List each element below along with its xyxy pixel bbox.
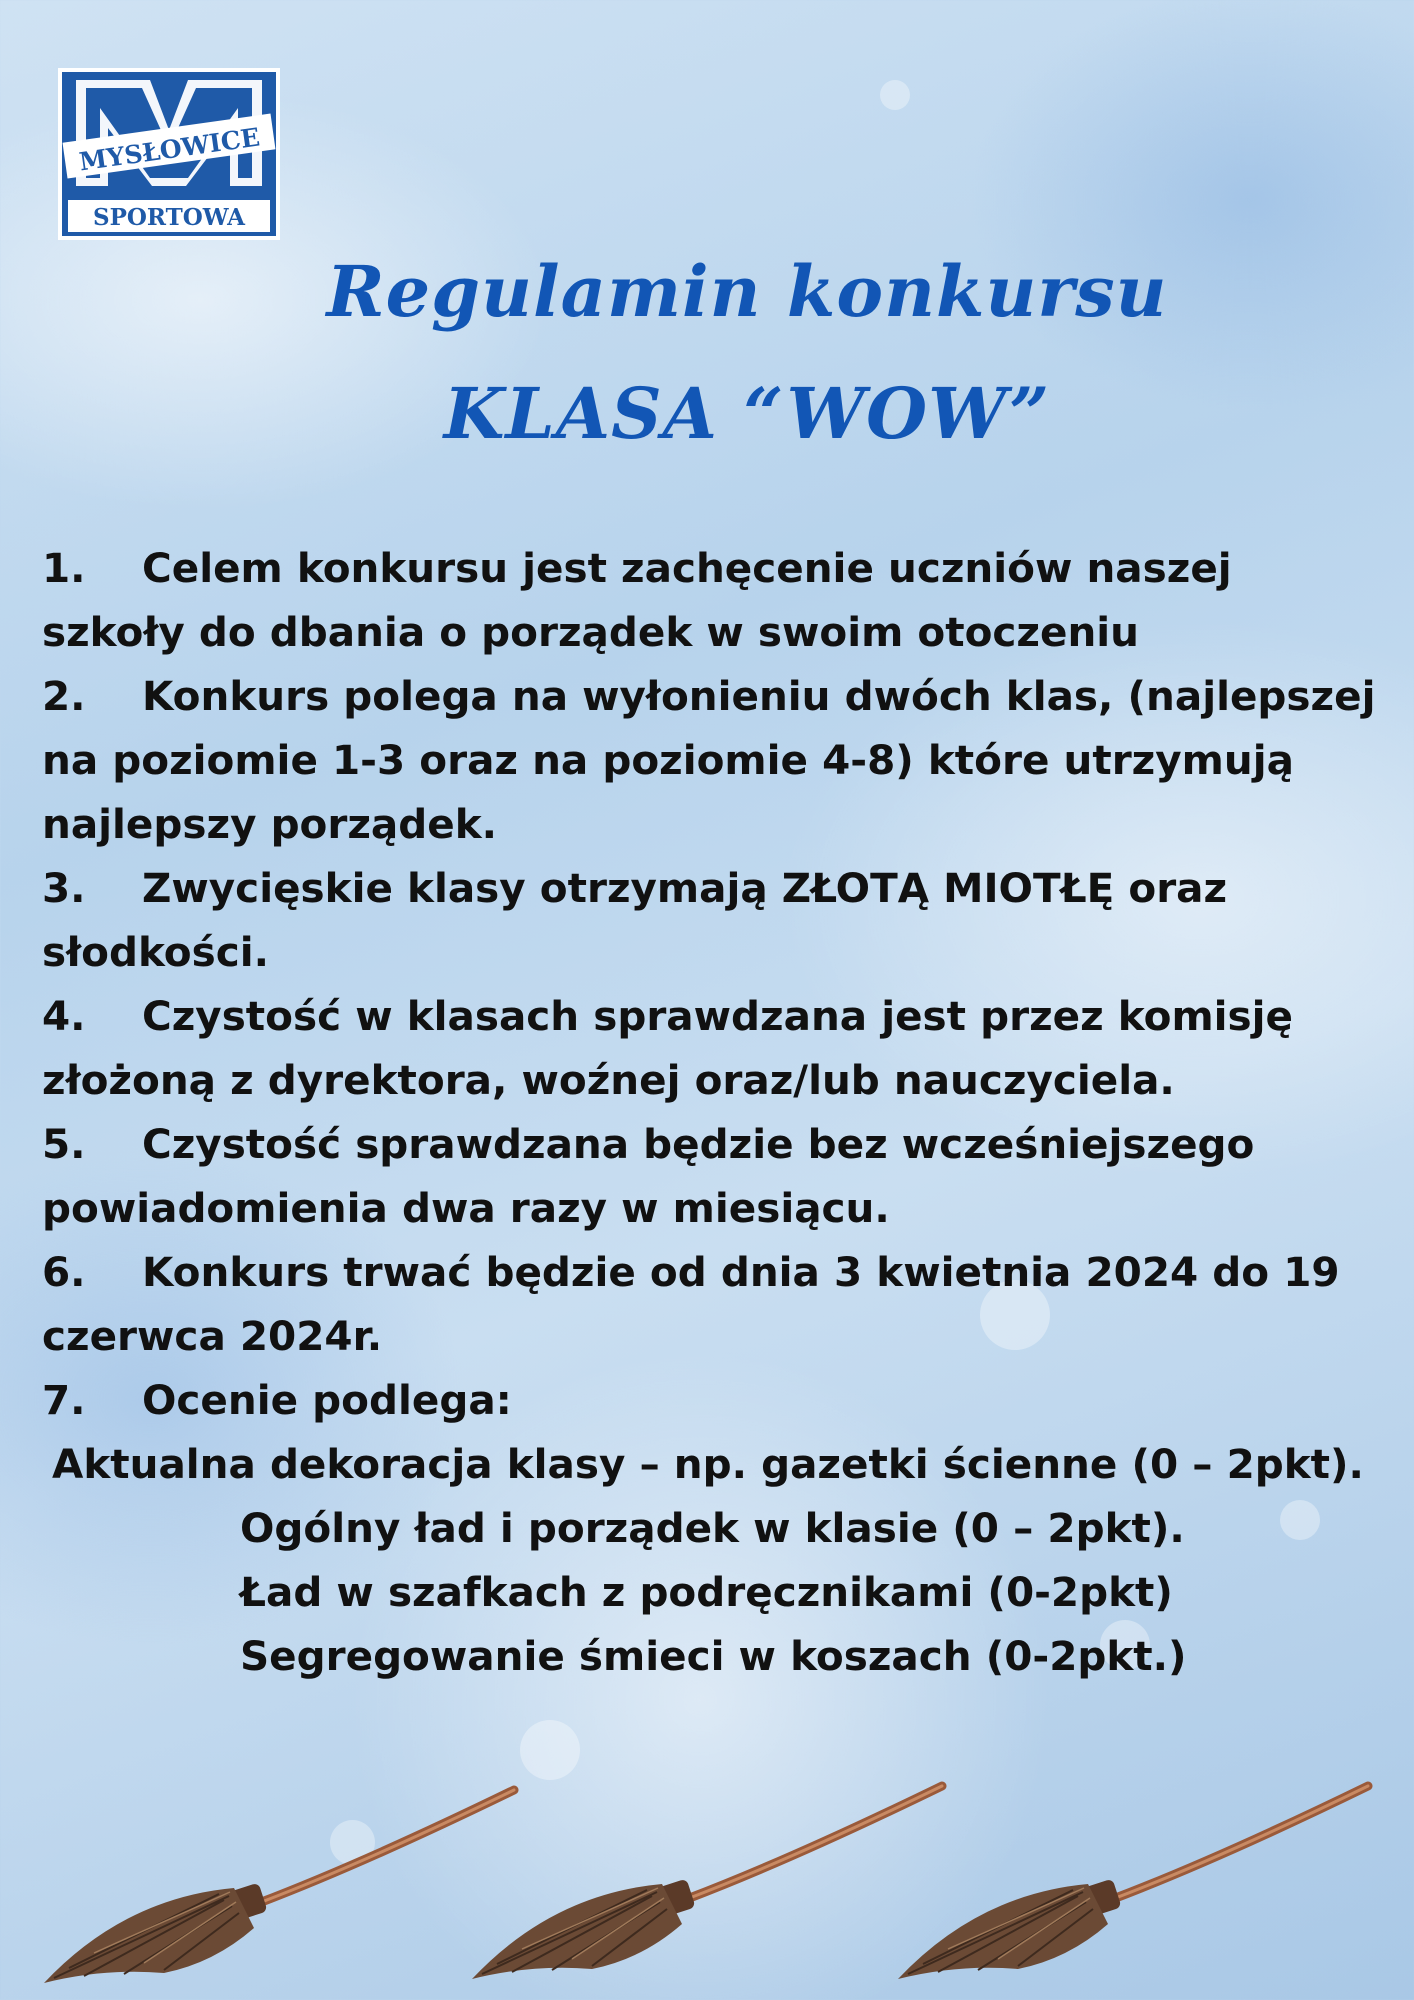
rule-text: Celem konkursu jest zachęcenie uczniów naszej szkoły do dbania o porządek w swoim otoczeniu [42, 544, 1232, 656]
school-logo-graphic [58, 68, 280, 240]
rule-number: 5. [42, 1120, 86, 1168]
rule-text: Konkurs polega na wyłonieniu dwóch klas, (najlepszej na poziomie 1-3 oraz na poziomie 4-8) które utrzymują najlepszy porządek. [42, 672, 1376, 848]
rules-list [42, 536, 1382, 1432]
page-title-line2: KLASA “WOW” [443, 372, 1051, 455]
criteria-item: Aktualna dekoracja klasy – np. gazetki ścienne (0 – 2pkt). [52, 1440, 1364, 1488]
rule-text: Czystość sprawdzana będzie bez wcześniejszego powiadomienia dwa razy w miesiącu. [42, 1120, 1255, 1232]
rule-item [42, 1112, 1382, 1240]
rule-text: Ocenie podlega: [142, 1376, 512, 1424]
rule-item [42, 536, 1382, 664]
rule-text: Czystość w klasach sprawdzana jest przez komisję złożoną z dyrektora, woźnej oraz/lub nauczyciela. [42, 992, 1294, 1104]
criteria-list [0, 1432, 1414, 1688]
rule-number: 4. [42, 992, 86, 1040]
rule-number: 6. [42, 1248, 86, 1296]
logo-bottom-text: SPORTOWA [92, 204, 246, 231]
rule-number: 3. [42, 864, 86, 912]
rule-item [42, 1240, 1382, 1368]
rule-item [42, 984, 1382, 1112]
rule-text: Zwycięskie klasy otrzymają ZŁOTĄ MIOTŁĘ oraz słodkości. [42, 864, 1228, 976]
rule-item [42, 1368, 1382, 1432]
rule-number: 1. [42, 544, 86, 592]
criteria-item: Ład w szafkach z podręcznikami (0-2pkt) [240, 1568, 1173, 1616]
school-logo [58, 68, 280, 240]
rule-text: Konkurs trwać będzie od dnia 3 kwietnia 2024 do 19 czerwca 2024r. [42, 1248, 1340, 1360]
criteria-item: Segregowanie śmieci w koszach (0-2pkt.) [240, 1632, 1187, 1680]
background-spot [880, 80, 910, 110]
criteria-item: Ogólny ład i porządek w klasie (0 – 2pkt). [240, 1504, 1185, 1552]
rule-item [42, 856, 1382, 984]
rule-number: 2. [42, 672, 86, 720]
logo-top-text: MYSŁOWICE [77, 122, 262, 177]
broom-icon [888, 1764, 1408, 1994]
rule-item [42, 664, 1382, 856]
page-title-line1: Regulamin konkursu [326, 250, 1168, 333]
rule-number: 7. [42, 1376, 86, 1424]
